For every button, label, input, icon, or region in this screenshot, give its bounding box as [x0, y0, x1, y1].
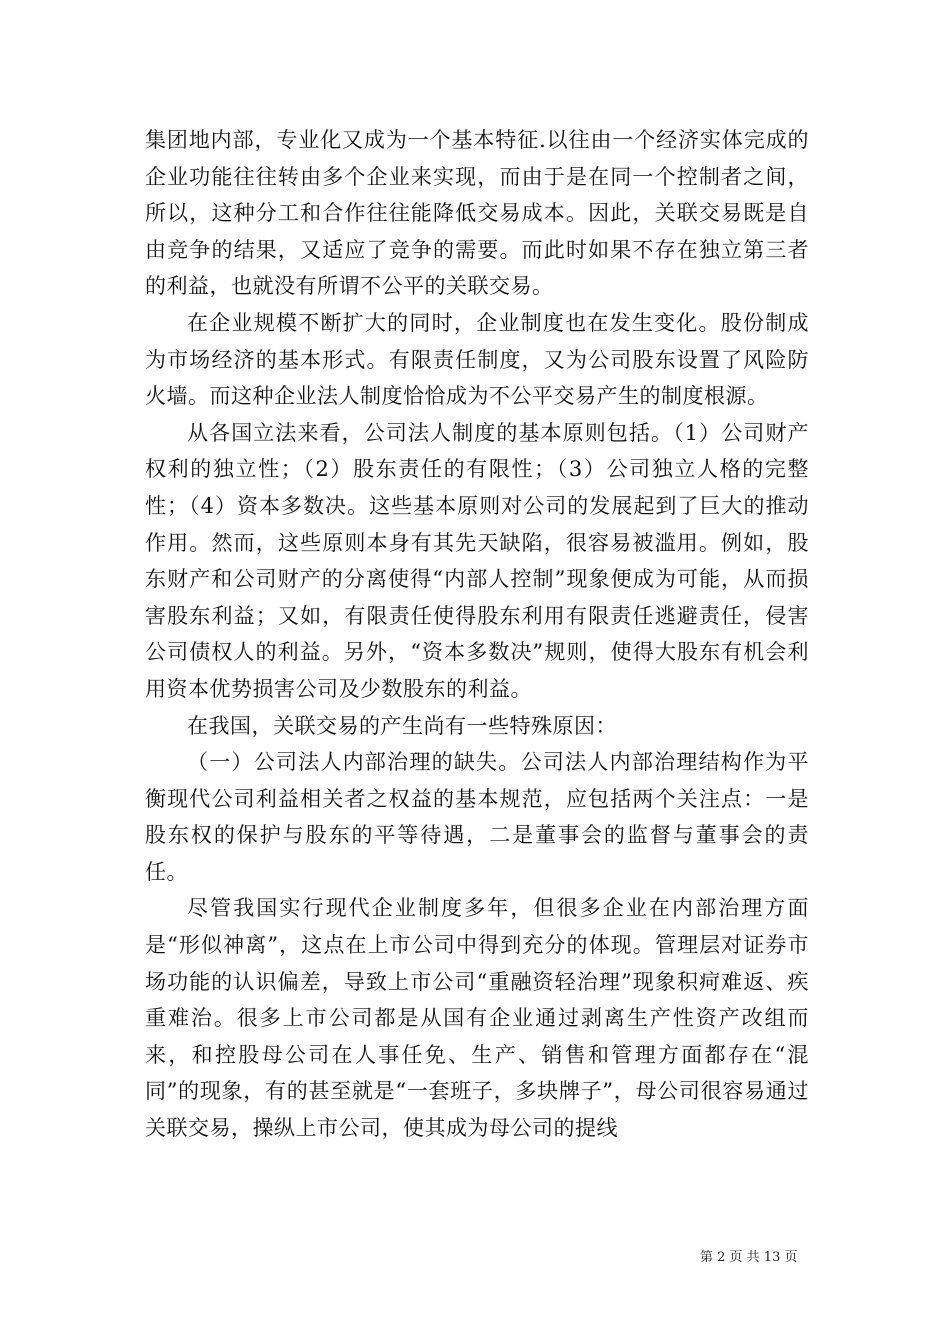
- paragraph-6: 尽管我国实行现代企业制度多年，但很多企业在内部治理方面是“形似神离”，这点在上市公司中得到充分的体现。管理层对证券市场功能的认识偏差，导致上市公司“重融资轻治理”现象积疴难返、疾重难治。很多上市公司都是从国有企业通过剥离生产性资产改组而来，和控股母公司在人事任免、生产、销售和管理方面都存在“混同”的现象，有的甚至就是“一套班子，多块牌子”，母公司很容易通过关联交易，操纵上市公司，使其成为母公司的提线: [145, 896, 809, 1141]
- page-number-footer: 第 2 页 共 13 页: [700, 1250, 798, 1265]
- paragraph-3: 从各国立法来看，公司法人制度的基本原则包括。（1）公司财产权利的独立性；（2）股东责任的有限性；（3）公司独立人格的完整性；（4）资本多数决。这些基本原则对公司的发展起到了巨大的推动作用。然而，这些原则本身有其先天缺陷，很容易被滥用。例如，股东财产和公司财产的分离使得“内部人控制”现象便成为可能，从而损害股东利益；又如，有限责任使得股东利用有限责任逃避责任，侵害公司债权人的利益。另外，“资本多数决”规则，使得大股东有机会利用资本优势损害公司及少数股东的利益。: [145, 420, 809, 701]
- paragraph-1: 集团地内部，专业化又成为一个基本特征.以往由一个经济实体完成的企业功能往往转由多个企业来实现，而由于是在同一个控制者之间，所以，这种分工和合作往往能降低交易成本。因此，关联交易既是自由竞争的结果，又适应了竞争的需要。而此时如果不存在独立第三者的利益，也就没有所谓不公平的关联交易。: [145, 128, 809, 299]
- paragraph-2: 在企业规模不断扩大的同时，企业制度也在发生变化。股份制成为市场经济的基本形式。有限责任制度，又为公司股东设置了风险防火墙。而这种企业法人制度恰恰成为不公平交易产生的制度根源。: [145, 310, 809, 409]
- paragraph-4: 在我国，关联交易的产生尚有一些特殊原因：: [187, 713, 617, 738]
- paragraph-5: （一）公司法人内部治理的缺失。公司法人内部治理结构作为平衡现代公司利益相关者之权益的基本规范，应包括两个关注点：一是股东权的保护与股东的平等待遇，二是董事会的监督与董事会的责任。: [145, 750, 809, 884]
- document-body: [145, 122, 809, 1147]
